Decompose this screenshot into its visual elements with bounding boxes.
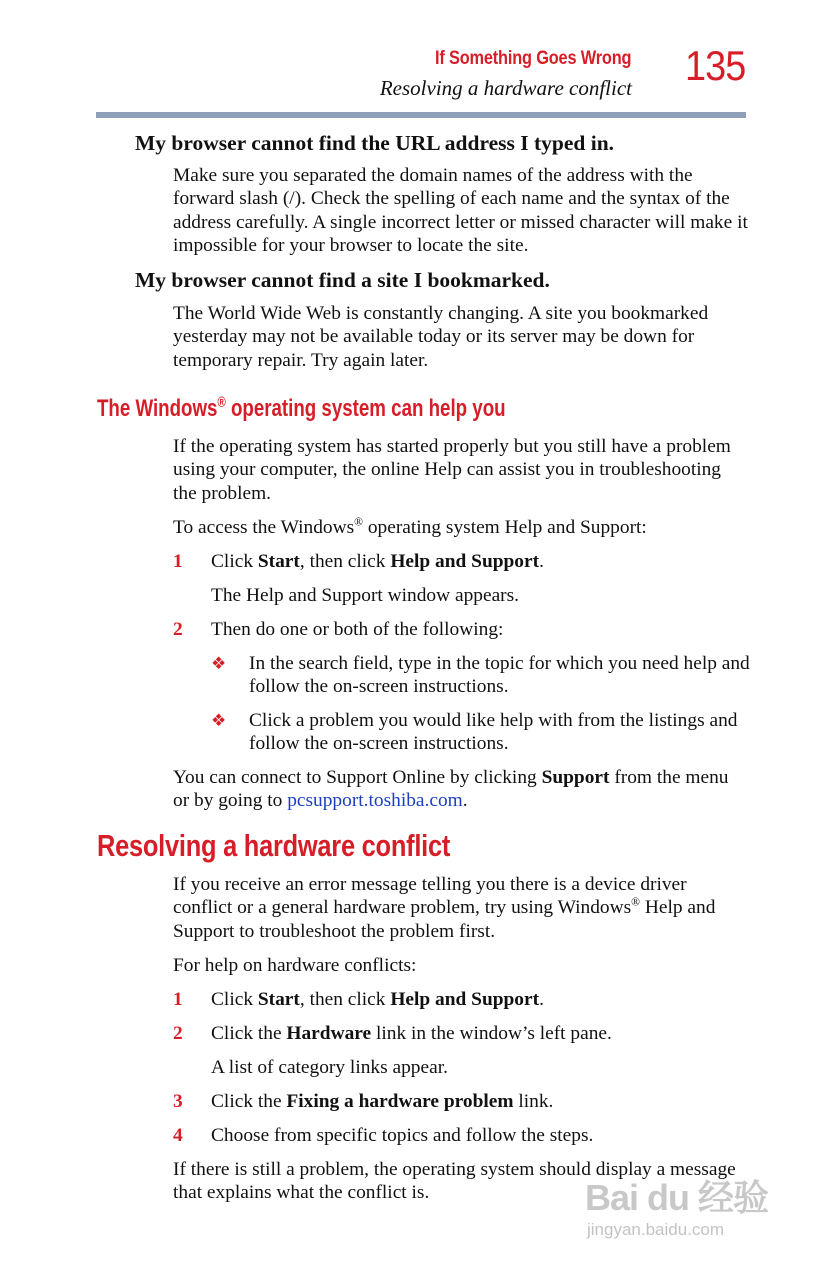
- watermark-url: jingyan.baidu.com: [587, 1220, 725, 1239]
- support-online-paragraph: You can connect to Support Online by clicking Support from the menu or by going to pcsupport.toshiba.com.: [173, 767, 729, 812]
- step-number: 1: [173, 989, 183, 1010]
- section-subtitle: Resolving a hardware conflict: [379, 76, 632, 100]
- windows-help-heading: The Windows® operating system can help you: [97, 395, 506, 422]
- answer-url-not-found: Make sure you separated the domain names of the address with the forward slash (/). Check the spelling of each name and the syntax of the address carefully. A single incorrect letter or missed character will make it impossible for your browser to locate the site.: [173, 165, 748, 257]
- windows-help-access: To access the Windows® operating system Help and Support:: [173, 515, 647, 538]
- hardware-step-2-result: A list of category links appear.: [211, 1057, 448, 1078]
- answer-bookmark-not-found: The World Wide Web is constantly changing. A site you bookmarked yesterday may not be available today or its server may be down for temporary repair. Try again later.: [173, 303, 709, 371]
- hardware-closing: If there is still a problem, the operating system should display a message that explains what the conflict is.: [173, 1159, 736, 1204]
- baidu-watermark: [585, 1170, 775, 1250]
- hardware-for-help: For help on hardware conflicts:: [173, 955, 417, 976]
- windows-help-intro: If the operating system has started properly but you still have a problem using your computer, the online Help can assist you in troubleshooting the problem.: [173, 436, 731, 504]
- support-url-link[interactable]: pcsupport.toshiba.com: [287, 790, 463, 812]
- header-rule: [96, 112, 746, 118]
- question-bookmark-not-found: My browser cannot find a site I bookmarked.: [135, 268, 550, 292]
- step-number: 2: [173, 619, 183, 640]
- diamond-bullet-icon: ❖: [211, 654, 227, 673]
- step-number: 1: [173, 551, 183, 572]
- windows-step-1-result: The Help and Support window appears.: [211, 585, 520, 606]
- hardware-intro: If you receive an error message telling you there is a device driver conflict or a general hardware problem, try using Windows® Help and Support to troubleshoot the problem first.: [173, 874, 716, 942]
- diamond-bullet-icon: ❖: [211, 711, 227, 730]
- question-url-not-found: My browser cannot find the URL address I typed in.: [135, 131, 615, 155]
- step-number: 3: [173, 1091, 183, 1112]
- step-number: 2: [173, 1023, 183, 1044]
- hardware-conflict-heading: Resolving a hardware conflict: [97, 828, 451, 863]
- document-page: If Something Goes Wrong Resolving a hardware conflict 135 My browser cannot find the URL address I typed in. Make sure you separated the domain names of the address with the forward slash (/). Check the spelling of each name and the syntax of the address carefully. A single incorrect letter or missed character will make it impossible for your browser to locate the site. My browser cannot find a site I bookmarked. The World Wide Web is constantly changing. A site you bookmarked yesterday may not be available today or its server may be down for temporary repair. Try again later. The Windows® operating system can help you If the operating system has started properly but you still have a problem using your computer, the online Help can assist you in troubleshooting the problem. To access the Windows® operating system Help and Support: 1 Click Start, then click Help and Support. The Help and Support window appears. 2 Then do one or both of the following: ❖ In the search field, type in the topic for which you need help and follow the on-screen instructions. ❖ Click a problem you would like help with from the listings and follow the on-screen instructions. You can connect to Support Online by clicking Support from the menu or by going to pcsupport.toshiba.com. Resolving a hardware conflict If you receive an error message telling you there is a device driver conflict or a general hardware problem, try using Windows® Help and Support to troubleshoot the problem first. For help on hardware conflicts: 1 Click Start, then click Help and Support. 2 Click the Hardware link in the window’s left pane. A list of category links appear. 3 Click the Fixing a hardware problem link. 4 Choose from specific topics and follow the steps. If there is still a problem, the operating system should display a message that explains what the conflict is. Bai du 经验 jingyan.baidu.com: [0, 0, 821, 1280]
- page-number: 135: [685, 42, 746, 89]
- chapter-title: If Something Goes Wrong: [434, 48, 631, 69]
- watermark-logo: Bai du 经验: [585, 1177, 769, 1218]
- step-number: 4: [173, 1125, 183, 1146]
